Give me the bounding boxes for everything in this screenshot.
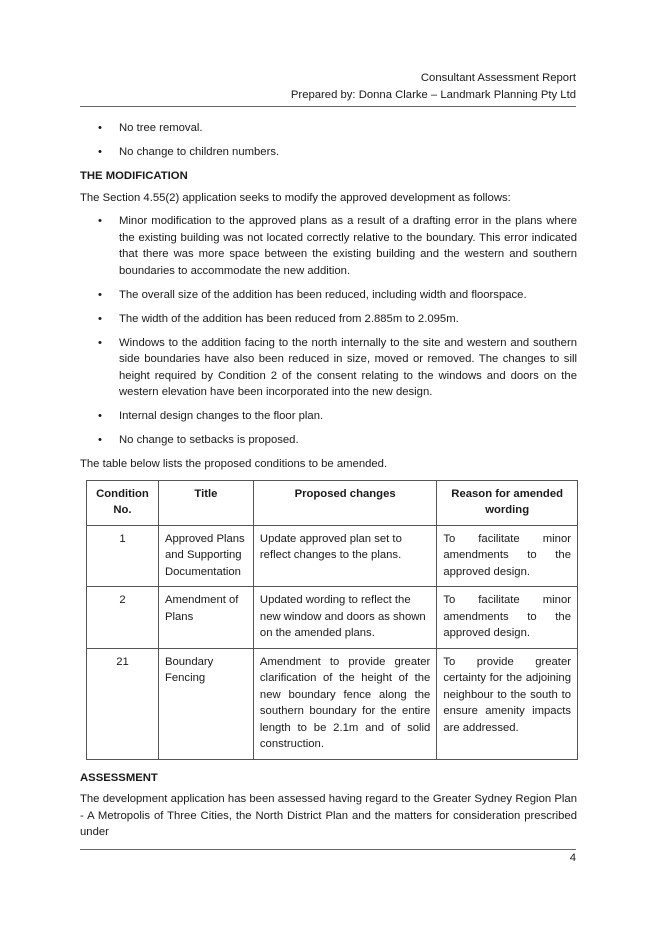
list-item: • The width of the addition has been reduced from 2.885m to 2.095m.	[80, 311, 577, 328]
modification-bullet-list	[80, 213, 577, 449]
proposed-change: Update approved plan set to reflect changes to the plans.	[253, 525, 436, 587]
table-row	[87, 648, 578, 759]
list-item: • The overall size of the addition has been reduced, including width and floorspace.	[80, 287, 577, 304]
condition-number: 1	[87, 525, 159, 587]
table-header-row	[87, 480, 578, 525]
header-divider	[80, 106, 576, 107]
assessment-text: The development application has been assessed having regard to the Greater Sydney Region Plan - A Metropolis of Three Cities, the North District Plan and the matters for consideration prescribed under	[80, 793, 577, 838]
section-heading-assessment: ASSESSMENT	[80, 771, 158, 784]
modification-intro: The Section 4.55(2) application seeks to modify the approved development as follows:	[80, 191, 511, 204]
conditions-table	[86, 480, 578, 760]
section-heading-modification: THE MODIFICATION	[80, 170, 188, 182]
top-bullet-list	[80, 120, 577, 161]
amendment-reason: To provide greater certainty for the adjoining neighbour to the south to ensure amenity impacts are addressed.	[437, 648, 578, 759]
list-item: • No change to children numbers.	[80, 144, 577, 161]
proposed-change: Amendment to provide greater clarification of the height of the new boundary fence along the southern boundary for the entire length to be 2.1m and of solid construction.	[253, 648, 436, 759]
list-item: • Minor modification to the approved plans as a result of a drafting error in the plans where the existing building was not located correctly relative to the boundary. This error indicated that there was more space between the existing building and the western and southern boundaries to accommodate the new addition.	[80, 213, 577, 279]
footer-divider	[80, 849, 576, 850]
page-number: 4	[569, 852, 576, 864]
condition-title: Amendment of Plans	[158, 587, 253, 649]
list-item: • No tree removal.	[80, 120, 577, 137]
list-item: • No change to setbacks is proposed.	[80, 432, 577, 449]
condition-number: 21	[87, 648, 159, 759]
condition-title: Approved Plans and Supporting Documentation	[158, 525, 253, 587]
amendment-reason: To facilitate minor amendments to the approved design.	[437, 525, 578, 587]
table-intro: The table below lists the proposed conditions to be amended.	[80, 458, 388, 470]
column-header: Condition No.	[87, 480, 159, 525]
page-content	[80, 120, 577, 841]
condition-title: Boundary Fencing	[158, 648, 253, 759]
list-item: • Windows to the addition facing to the north internally to the site and western and southern side boundaries have also been reduced in size, moved or removed. The changes to sill height required by Condition 2 of the consent relating to the windows and doors on the western elevation have been incorporated into the new design.	[80, 335, 577, 401]
column-header: Proposed changes	[253, 480, 436, 525]
column-header: Title	[158, 480, 253, 525]
proposed-change: Updated wording to reflect the new window and doors as shown on the amended plans.	[253, 587, 436, 649]
report-header	[291, 70, 576, 104]
table-row	[87, 525, 578, 587]
condition-number: 2	[87, 587, 159, 649]
amendment-reason: To facilitate minor amendments to the approved design.	[437, 587, 578, 649]
list-item: • Internal design changes to the floor plan.	[80, 408, 577, 425]
table-row	[87, 587, 578, 649]
report-author: Prepared by: Donna Clarke – Landmark Planning Pty Ltd	[290, 89, 576, 101]
column-header: Reason for amended wording	[437, 480, 578, 525]
report-title: Consultant Assessment Report	[420, 72, 576, 84]
